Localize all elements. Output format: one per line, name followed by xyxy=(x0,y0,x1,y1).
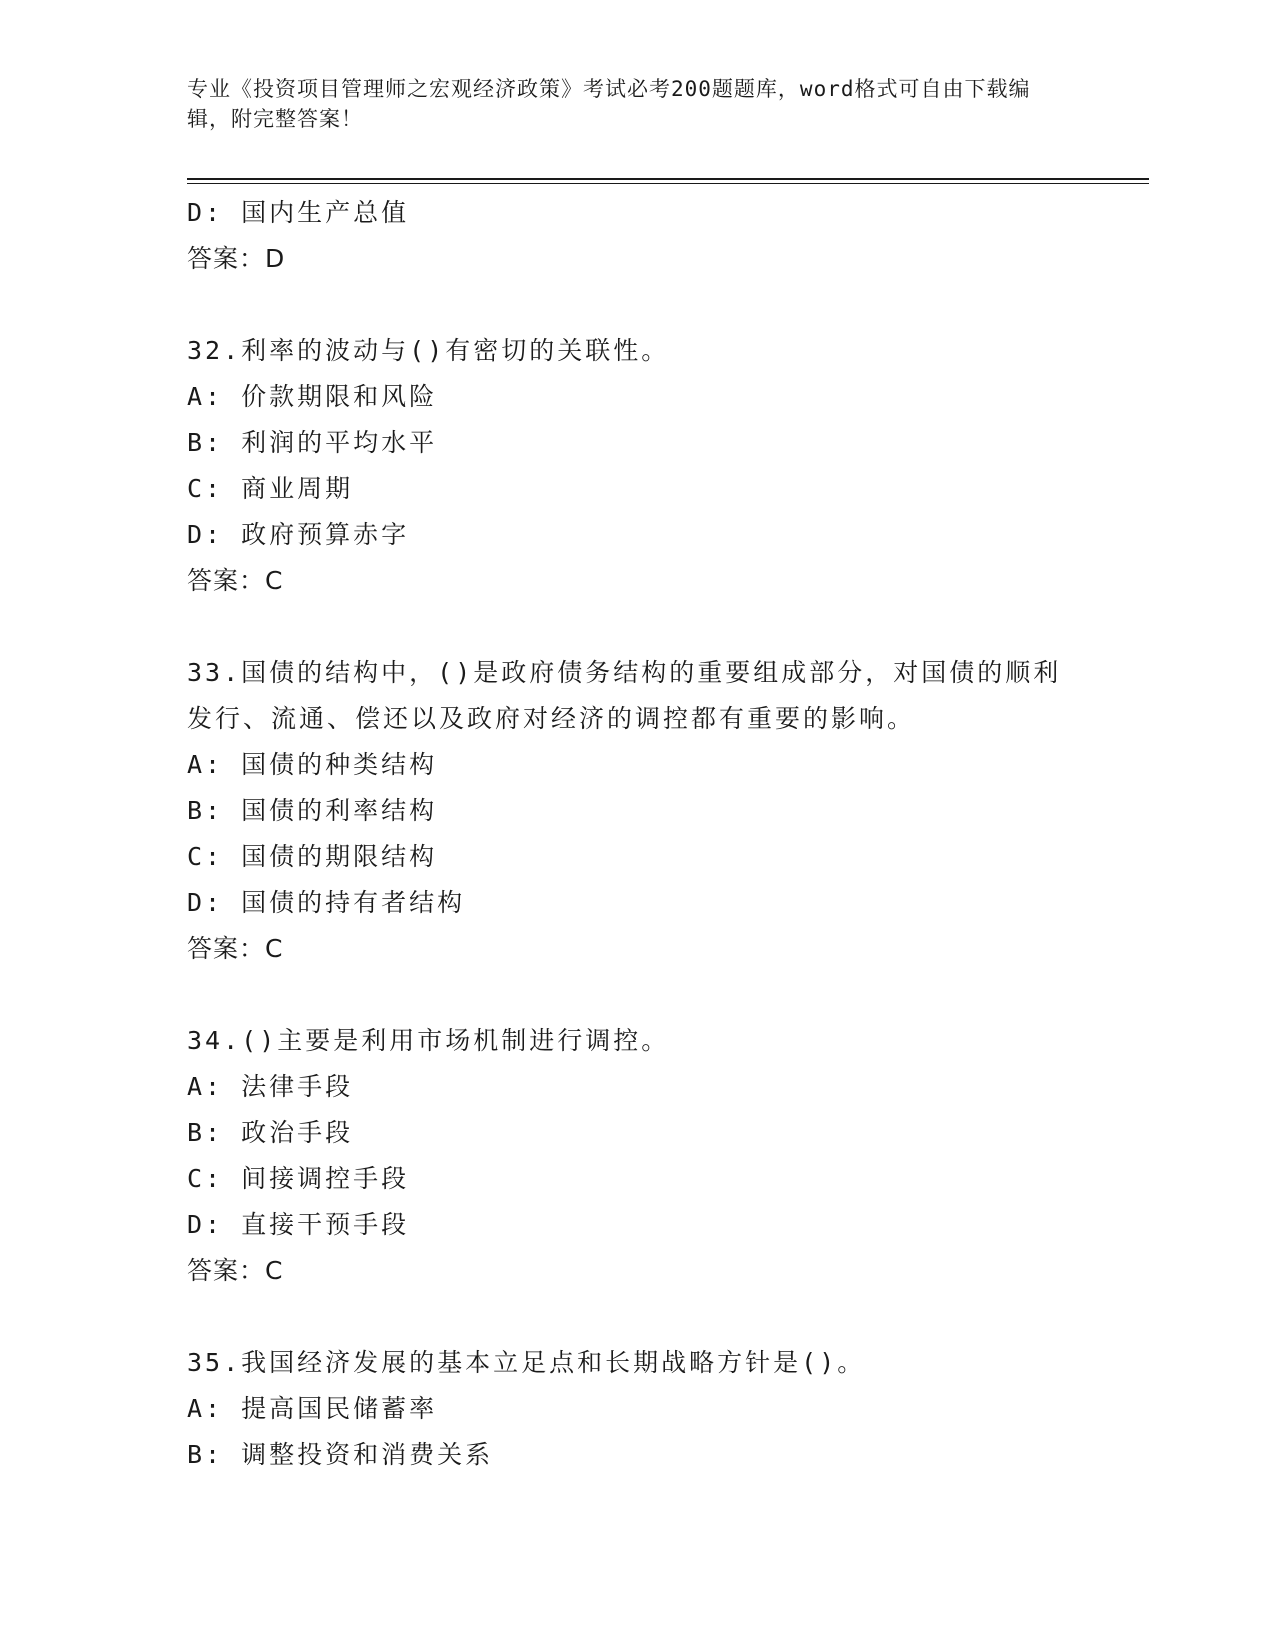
header-rule-thin xyxy=(187,183,1149,184)
option-a: A: 提高国民储蓄率 xyxy=(187,1394,438,1423)
option-c: C: 国债的期限结构 xyxy=(187,842,438,871)
option-b: B: 政治手段 xyxy=(187,1118,354,1147)
question-stem: 34.()主要是利用市场机制进行调控。 xyxy=(187,1026,670,1055)
answer: 答案：C xyxy=(187,566,284,595)
question-list xyxy=(187,190,1087,1478)
option-b: B: 利润的平均水平 xyxy=(187,428,438,457)
answer: 答案：C xyxy=(187,1256,284,1285)
question-stem-line-1: 33.国债的结构中，()是政府债务结构的重要组成部分，对国债的顺利 xyxy=(187,658,1062,687)
answer: 答案：C xyxy=(187,934,284,963)
question-stem: 35.我国经济发展的基本立足点和长期战略方针是()。 xyxy=(187,1348,866,1377)
option-b: B: 国债的利率结构 xyxy=(187,796,438,825)
option-a: A: 国债的种类结构 xyxy=(187,750,438,779)
question-34 xyxy=(187,1018,1087,1294)
option-c: C: 商业周期 xyxy=(187,474,354,503)
document-header: 专业《投资项目管理师之宏观经济政策》考试必考200题题库，word格式可自由下载编辑，附完整答案！ xyxy=(187,77,1031,131)
option-d: D: 直接干预手段 xyxy=(187,1210,410,1239)
header-rule-thick xyxy=(187,178,1149,180)
question-35 xyxy=(187,1340,1087,1478)
option-d: D: 国债的持有者结构 xyxy=(187,888,466,917)
option-a: A: 价款期限和风险 xyxy=(187,382,438,411)
option-a: A: 法律手段 xyxy=(187,1072,354,1101)
question-33 xyxy=(187,650,1087,972)
q31-answer: 答案：D xyxy=(187,244,286,273)
question-stem: 32.利率的波动与()有密切的关联性。 xyxy=(187,336,670,365)
question-32 xyxy=(187,328,1087,604)
q31-option-d: D: 国内生产总值 xyxy=(187,198,410,227)
option-d: D: 政府预算赤字 xyxy=(187,520,410,549)
option-b: B: 调整投资和消费关系 xyxy=(187,1440,494,1469)
question-stem-line-2: 发行、流通、偿还以及政府对经济的调控都有重要的影响。 xyxy=(187,704,916,733)
option-c: C: 间接调控手段 xyxy=(187,1164,410,1193)
